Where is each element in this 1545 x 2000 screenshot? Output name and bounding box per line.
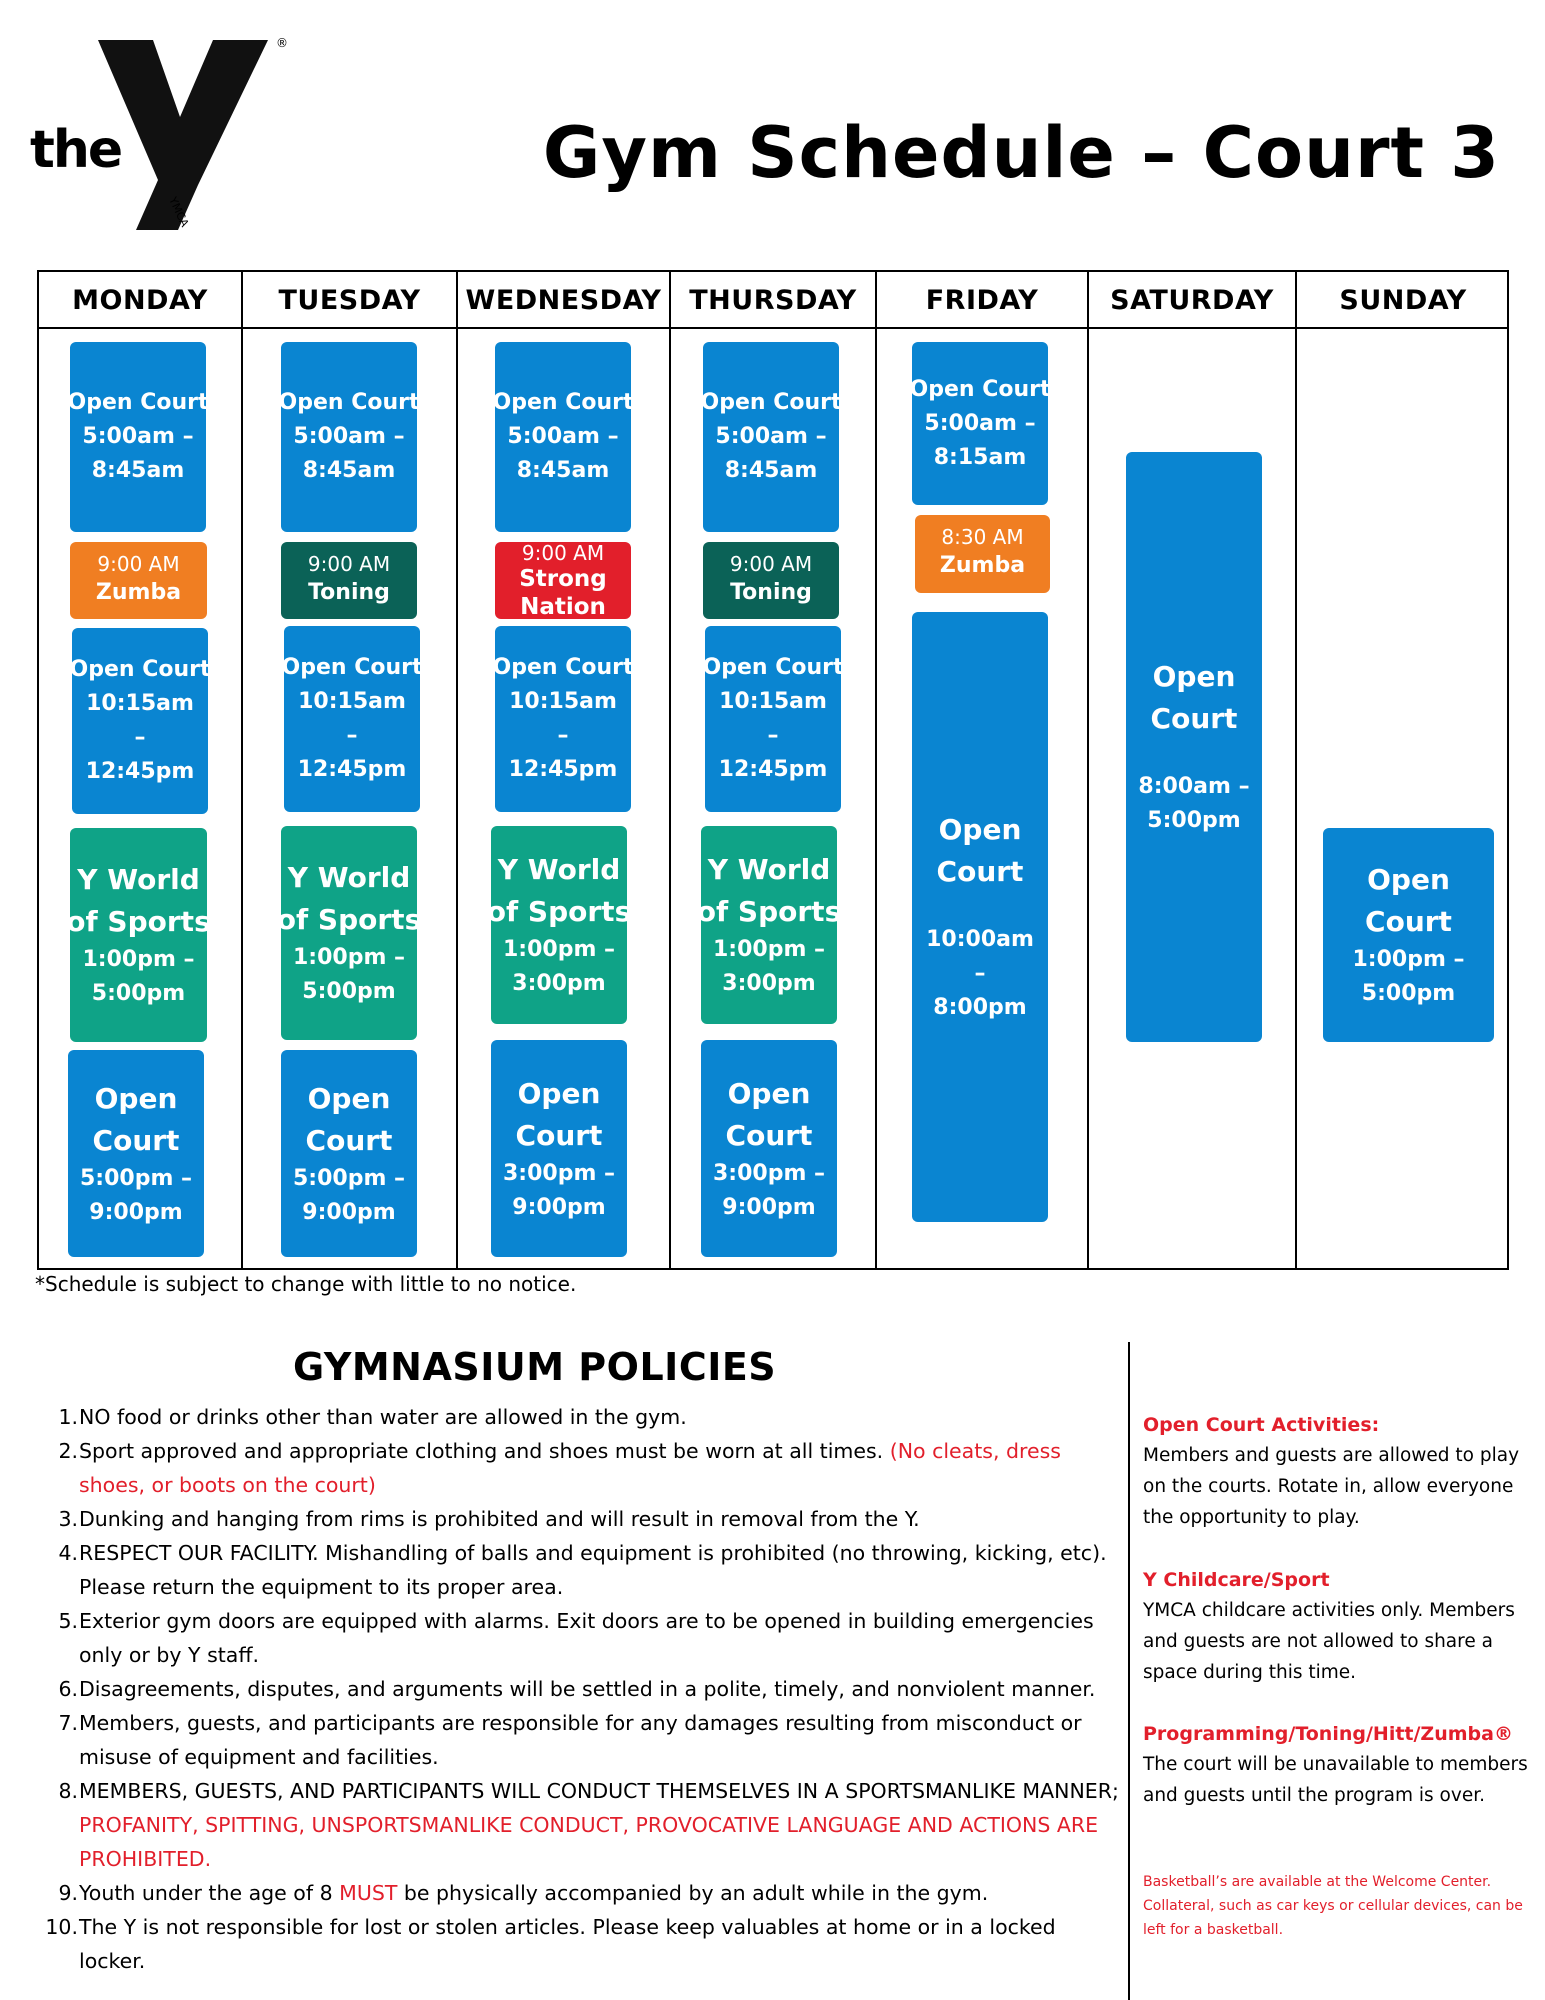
session-time: 9:00pm bbox=[722, 1194, 816, 1220]
session-title: Open Court bbox=[69, 657, 211, 682]
logo-wordmark: YMCA bbox=[166, 195, 192, 229]
session-open-court[interactable] bbox=[702, 626, 844, 812]
session-title: of Sports bbox=[66, 905, 211, 938]
session-title: Court bbox=[92, 1123, 180, 1157]
policy-item: 8. MEMBERS, GUESTS, AND PARTICIPANTS WILL CONDUCT THEMSELVES IN A SPORTSMANLIKE MANNER; PROFANITY, SPITTING, UNSPORTSMANLIKE CONDUCT, PROVOCATIVE LANGUAGE AND ACTIONS ARE PROHIBITED. bbox=[58, 1779, 1119, 1871]
session-title: of Sports bbox=[486, 895, 632, 928]
session-open-court[interactable] bbox=[278, 342, 420, 532]
session-open-court[interactable] bbox=[68, 1050, 204, 1257]
session-title: Open bbox=[517, 1076, 601, 1110]
session-title: of Sports bbox=[276, 903, 422, 936]
session-title: Open Court bbox=[492, 655, 634, 680]
session-time: 1:00pm – bbox=[292, 945, 406, 970]
session-title: Open Court bbox=[702, 655, 844, 680]
session-title: Court bbox=[936, 855, 1024, 888]
session-time: 10:15am bbox=[86, 691, 194, 716]
session-title: Open Court bbox=[278, 390, 420, 415]
policy-item: 10. The Y is not responsible for lost or stolen articles. Please keep valuables at home or in a locked locker. bbox=[45, 1915, 1056, 1973]
column-divider bbox=[1295, 272, 1297, 1268]
day-header-sunday: SUNDAY bbox=[1339, 284, 1467, 316]
session-time: 8:45am bbox=[302, 458, 396, 483]
session-title: Open bbox=[94, 1081, 178, 1115]
session-time: 8:15am bbox=[933, 444, 1027, 470]
basketball-note: Basketball’s are available at the Welcome Center. Collateral, such as car keys or cellular devices, can be left for a basketball. bbox=[1143, 1874, 1523, 1938]
session-title: Open Court bbox=[909, 376, 1051, 402]
session-title: Toning bbox=[730, 579, 812, 605]
session-title: Court bbox=[305, 1123, 393, 1157]
policies-title: GYMNASIUM POLICIES bbox=[293, 1345, 777, 1389]
session-title: Nation bbox=[520, 593, 606, 620]
policies-list bbox=[40, 1400, 1120, 1978]
session-strong-nation[interactable] bbox=[495, 542, 631, 619]
column-divider bbox=[875, 272, 877, 1268]
session-open-court[interactable] bbox=[1323, 828, 1494, 1042]
session-open-court[interactable] bbox=[700, 342, 842, 532]
session-time: 12:45pm bbox=[508, 757, 618, 782]
session-time: 3:00pm bbox=[512, 971, 606, 996]
column-divider bbox=[241, 272, 243, 1268]
session-time: 8:45am bbox=[724, 458, 818, 483]
session-time: 10:15am bbox=[298, 689, 406, 714]
session-time: 9:00pm bbox=[89, 1199, 183, 1225]
session-title: Open bbox=[938, 813, 1022, 846]
session-time: 9:00pm bbox=[512, 1194, 606, 1220]
session-title: Open bbox=[1367, 863, 1450, 896]
column-divider bbox=[669, 272, 671, 1268]
session-open-court[interactable] bbox=[909, 342, 1051, 505]
y-logo-icon bbox=[98, 35, 288, 230]
session-open-court[interactable] bbox=[492, 626, 634, 812]
session-time: 5:00pm bbox=[1361, 981, 1456, 1006]
column-divider bbox=[1087, 272, 1089, 1268]
session-time: 9:00 AM bbox=[521, 540, 605, 565]
day-header-thursday: THURSDAY bbox=[689, 284, 857, 316]
session-time: 8:30 AM bbox=[941, 525, 1024, 549]
column-divider bbox=[456, 272, 458, 1268]
session-time: 5:00am – bbox=[924, 410, 1036, 436]
session-title: Y World bbox=[77, 863, 200, 896]
open-court-info bbox=[1143, 1410, 1528, 1533]
day-header-monday: MONDAY bbox=[72, 284, 208, 316]
session-time: 5:00pm bbox=[1147, 808, 1241, 833]
open-court-description: Members and guests are allowed to play on the courts. Rotate in, allow everyone the opportunity to play. bbox=[1143, 1445, 1520, 1528]
session-open-court[interactable] bbox=[69, 628, 211, 814]
programming-description: The court will be unavailable to members and guests until the program is over. bbox=[1143, 1754, 1528, 1806]
logo-the-text: the bbox=[30, 120, 122, 180]
session-time: 8:00pm bbox=[933, 995, 1027, 1020]
session-time: 9:00 AM bbox=[729, 551, 813, 576]
session-open-court[interactable] bbox=[912, 612, 1048, 1222]
session-y-world-of-sports[interactable] bbox=[486, 826, 632, 1024]
session-title: Zumba bbox=[939, 553, 1026, 578]
session-open-court[interactable] bbox=[491, 1040, 627, 1257]
session-time: – bbox=[974, 961, 986, 986]
session-time: 10:15am bbox=[509, 689, 617, 714]
session-title: Open Court bbox=[67, 390, 209, 415]
session-open-court[interactable] bbox=[67, 342, 209, 532]
session-time: 8:00am – bbox=[1138, 774, 1250, 799]
session-time: 5:00am – bbox=[293, 424, 405, 449]
session-title: Toning bbox=[308, 579, 390, 605]
session-title: Open Court bbox=[700, 390, 842, 415]
session-open-court[interactable] bbox=[281, 1050, 417, 1257]
session-open-court[interactable] bbox=[701, 1040, 837, 1257]
session-time: 1:00pm – bbox=[1352, 947, 1465, 972]
session-time: 5:00pm bbox=[91, 981, 186, 1006]
session-time: 9:00pm bbox=[302, 1199, 396, 1225]
session-title: Open Court bbox=[492, 390, 634, 415]
session-time: 5:00pm – bbox=[292, 1165, 406, 1191]
session-y-world-of-sports[interactable] bbox=[66, 828, 211, 1042]
session-time: 10:15am bbox=[719, 689, 827, 714]
session-time: – bbox=[134, 725, 146, 750]
session-time: 5:00am – bbox=[82, 424, 194, 449]
policy-item: 2. Sport approved and appropriate clothing and shoes must be worn at all times. (No cleats, dress shoes, or boots on the court) bbox=[58, 1439, 1061, 1497]
session-title: Open bbox=[307, 1081, 391, 1115]
page-title: Gym Schedule – Court 3 bbox=[542, 112, 1500, 194]
session-time: 10:00am bbox=[926, 927, 1034, 952]
session-time: 12:45pm bbox=[297, 757, 407, 782]
session-time: 9:00 AM bbox=[307, 551, 391, 576]
day-header-friday: FRIDAY bbox=[925, 284, 1039, 316]
policy-item: 9. Youth under the age of 8 MUST be physically accompanied by an adult while in the gym. bbox=[58, 1881, 989, 1905]
session-title: Zumba bbox=[95, 579, 182, 605]
policy-item: 4. RESPECT OUR FACILITY. Mishandling of balls and equipment is prohibited (no throwing, kicking, etc). Please return the equipment to its proper area. bbox=[58, 1541, 1107, 1599]
sidebar-divider bbox=[1128, 1342, 1130, 2000]
session-time: 5:00pm – bbox=[79, 1165, 193, 1191]
session-time: 1:00pm – bbox=[502, 937, 616, 962]
session-open-court[interactable] bbox=[492, 342, 634, 532]
session-open-court[interactable] bbox=[281, 626, 423, 812]
session-title: of Sports bbox=[696, 895, 842, 928]
session-zumba[interactable] bbox=[70, 542, 207, 619]
programming-heading: Programming/Toning/Hitt/Zumba® bbox=[1143, 1723, 1513, 1745]
session-toning[interactable] bbox=[281, 542, 417, 619]
policy-item: 6. Disagreements, disputes, and arguments will be settled in a polite, timely, and nonviolent manner. bbox=[58, 1677, 1096, 1701]
ymca-logo bbox=[30, 35, 288, 235]
session-time: 8:45am bbox=[91, 458, 185, 483]
session-y-world-of-sports[interactable] bbox=[276, 826, 422, 1040]
childcare-heading: Y Childcare/Sport bbox=[1143, 1569, 1330, 1591]
session-time: – bbox=[767, 723, 779, 748]
policy-item: 7. Members, guests, and participants are responsible for any damages resulting from misconduct or misuse of equipment and facilities. bbox=[58, 1711, 1082, 1769]
policy-item: 5. Exterior gym doors are equipped with alarms. Exit doors are to be opened in building emergencies only or by Y staff. bbox=[58, 1609, 1094, 1667]
session-time: 8:45am bbox=[516, 458, 610, 483]
basketball-info bbox=[1143, 1870, 1528, 1942]
session-title: Court bbox=[1365, 905, 1452, 938]
session-title: Y World bbox=[287, 861, 411, 894]
session-title: Y World bbox=[497, 853, 621, 886]
session-title: Open Court bbox=[281, 655, 423, 680]
childcare-info bbox=[1143, 1565, 1528, 1688]
session-time: 1:00pm – bbox=[712, 937, 826, 962]
session-time: 1:00pm – bbox=[82, 947, 195, 972]
session-time: 5:00am – bbox=[715, 424, 827, 449]
session-time: 5:00pm bbox=[302, 979, 396, 1004]
session-time: 5:00am – bbox=[507, 424, 619, 449]
day-header-saturday: SATURDAY bbox=[1110, 284, 1274, 316]
session-title: Court bbox=[515, 1118, 603, 1152]
childcare-description: YMCA childcare activities only. Members and guests are not allowed to share a space during this time. bbox=[1143, 1600, 1515, 1683]
svg-text:®: ® bbox=[276, 36, 288, 50]
session-time: 3:00pm – bbox=[502, 1160, 616, 1186]
day-header-wednesday: WEDNESDAY bbox=[465, 284, 662, 316]
schedule-grid bbox=[37, 270, 1509, 1270]
session-time: – bbox=[346, 723, 358, 748]
schedule-note: *Schedule is subject to change with little to no notice. bbox=[35, 1272, 577, 1296]
session-title: Open bbox=[1152, 660, 1236, 693]
policy-item: 1. NO food or drinks other than water are allowed in the gym. bbox=[58, 1405, 687, 1429]
programming-info bbox=[1143, 1719, 1528, 1811]
session-title: Open bbox=[727, 1076, 811, 1110]
session-time: 9:00 AM bbox=[97, 551, 180, 576]
session-time: 12:45pm bbox=[85, 759, 195, 784]
session-time: 3:00pm – bbox=[712, 1160, 826, 1186]
policy-item: 3. Dunking and hanging from rims is prohibited and will result in removal from the Y. bbox=[58, 1507, 920, 1531]
session-open-court[interactable] bbox=[1126, 452, 1262, 1042]
session-toning[interactable] bbox=[703, 542, 839, 619]
session-title: Y World bbox=[707, 853, 831, 886]
session-y-world-of-sports[interactable] bbox=[696, 826, 842, 1024]
session-time: – bbox=[557, 723, 569, 748]
session-time: 3:00pm bbox=[722, 971, 816, 996]
session-title: Court bbox=[1150, 702, 1238, 735]
day-header-tuesday: TUESDAY bbox=[278, 284, 421, 316]
session-time: 12:45pm bbox=[718, 757, 828, 782]
session-title: Strong bbox=[519, 565, 607, 592]
open-court-heading: Open Court Activities: bbox=[1143, 1414, 1380, 1436]
session-title: Court bbox=[725, 1118, 813, 1152]
session-zumba[interactable] bbox=[915, 515, 1050, 593]
